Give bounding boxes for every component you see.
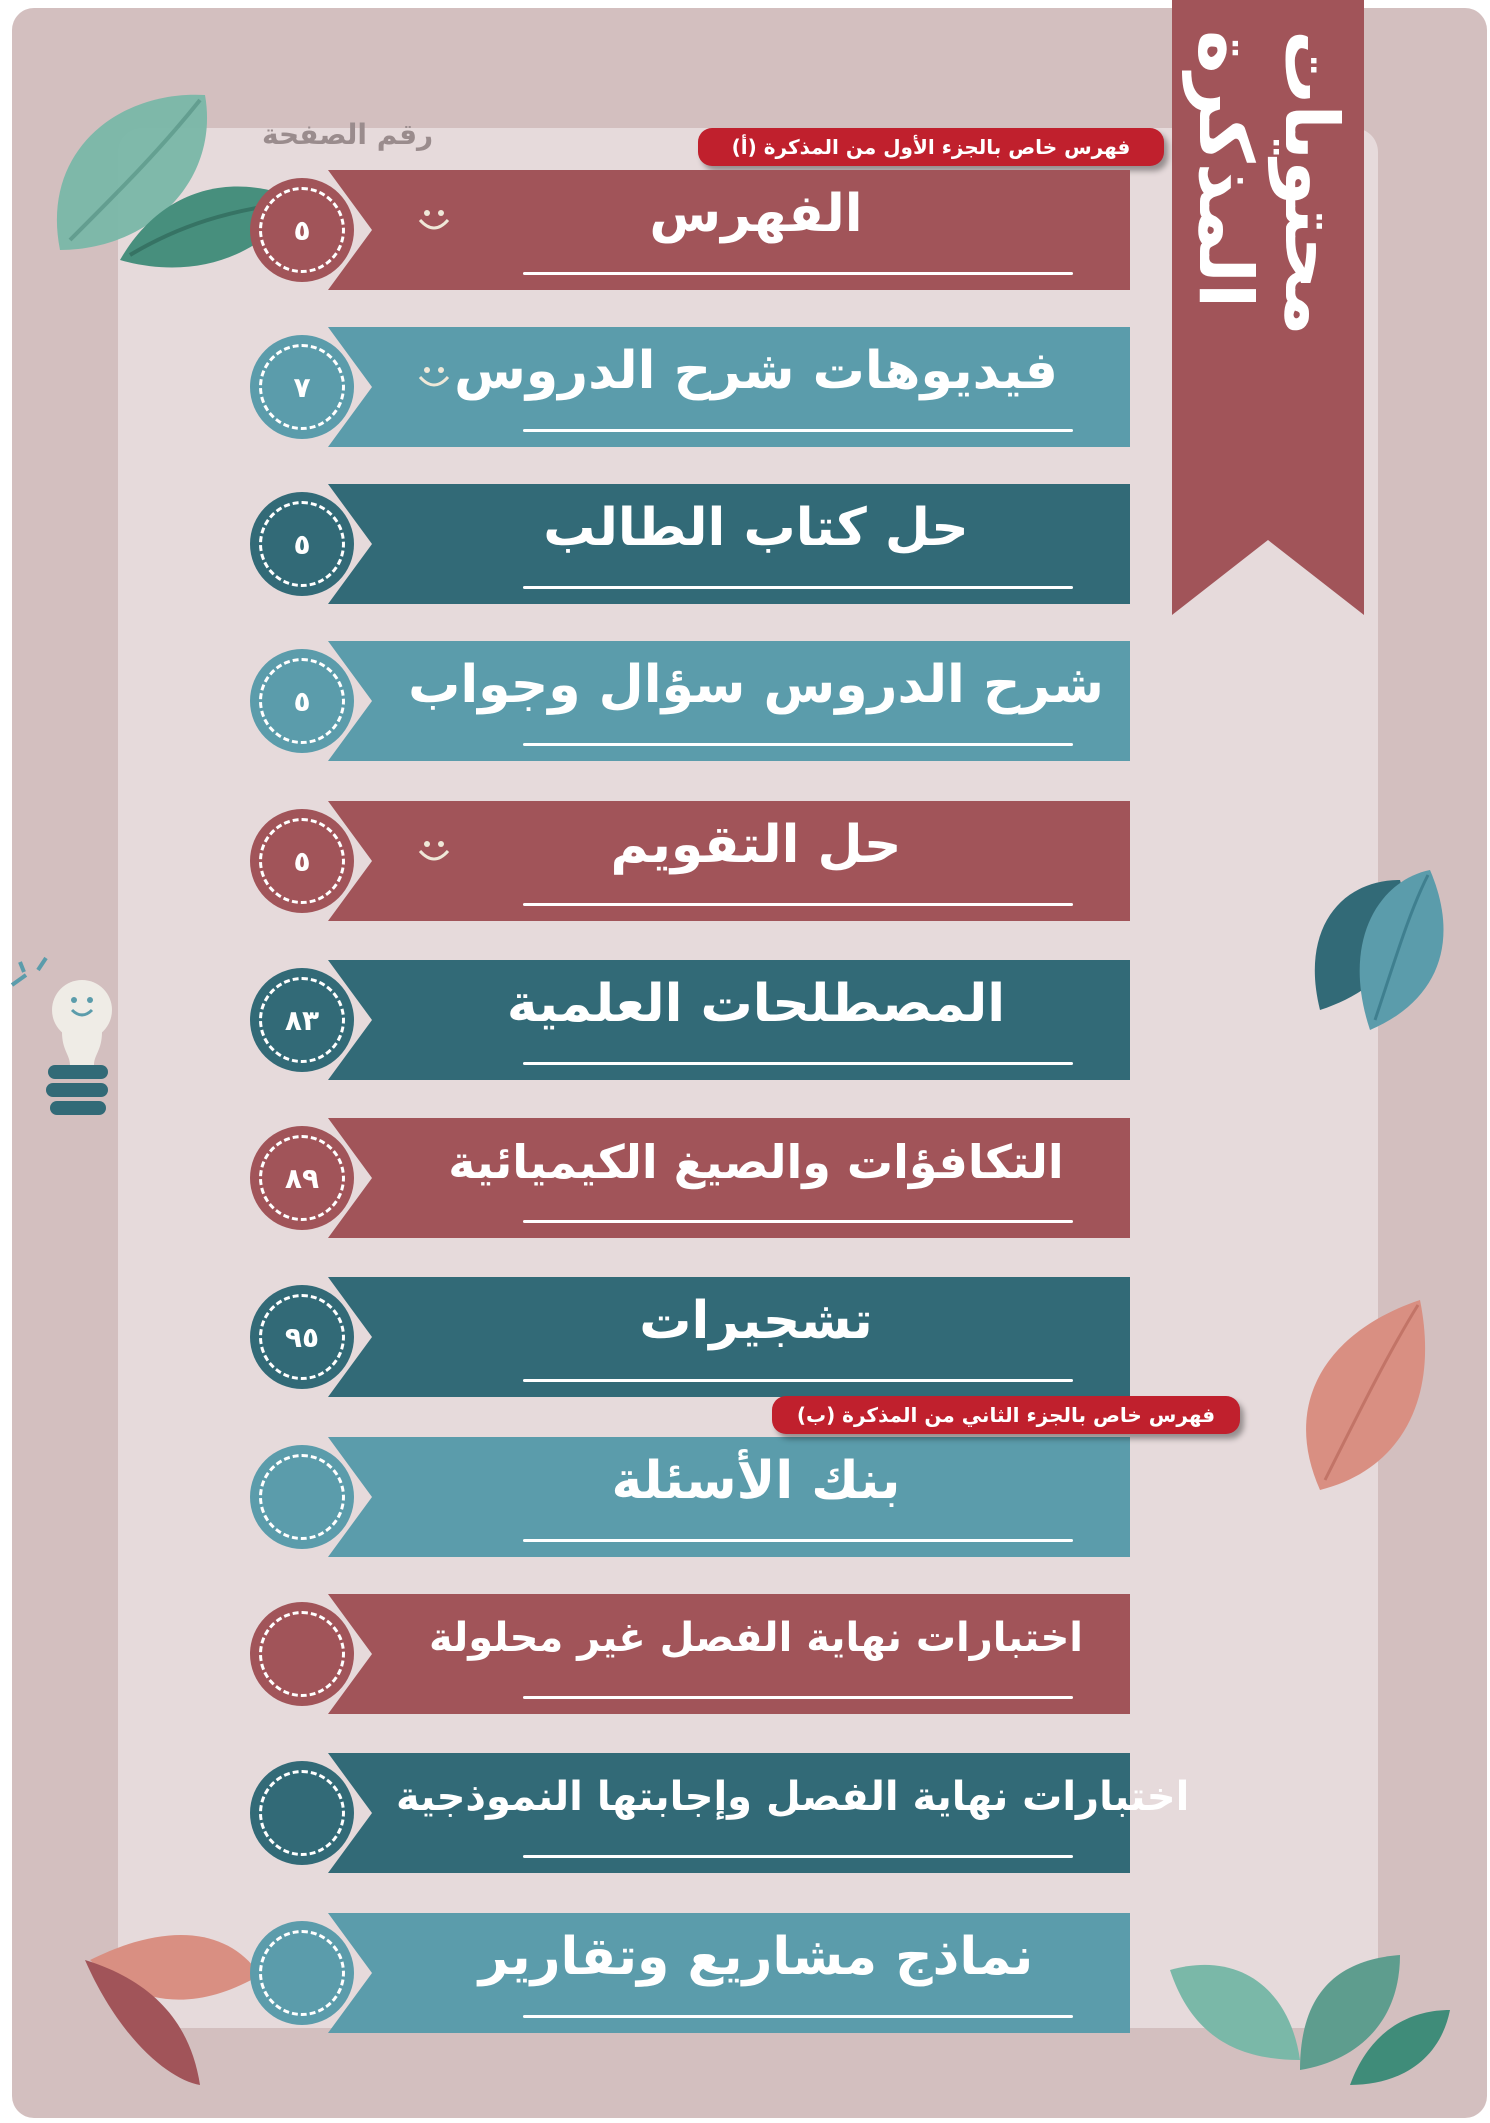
page-title: محتويات المذكرة (1182, 30, 1354, 336)
index-item-underline (523, 1855, 1073, 1858)
index-item[interactable] (250, 801, 1130, 921)
index-item-band (328, 1753, 1190, 1873)
index-item-band (328, 170, 1130, 290)
page-number-badge (250, 1445, 354, 1549)
part-a-tag: فهرس خاص بالجزء الأول من المذكرة (أ) (698, 128, 1164, 166)
index-item-title: نماذج مشاريع وتقارير (478, 1927, 1034, 1987)
index-item[interactable] (250, 1913, 1130, 2033)
index-item-underline (523, 903, 1073, 906)
index-item-band (328, 327, 1130, 447)
index-item-band (328, 1277, 1130, 1397)
page-number-badge (250, 1921, 354, 2025)
index-item-title: المصطلحات العلمية (506, 974, 1006, 1034)
page-number-badge (250, 178, 354, 282)
index-item[interactable] (250, 960, 1130, 1080)
index-item-band (328, 484, 1130, 604)
page-number-badge (250, 968, 354, 1072)
index-item-underline (523, 586, 1073, 589)
index-item-band (328, 960, 1130, 1080)
page-number: ٨٩ (284, 1161, 320, 1195)
index-item[interactable] (250, 484, 1130, 604)
index-item-band (328, 1118, 1130, 1238)
page-number-badge (250, 1285, 354, 1389)
index-item[interactable] (250, 1277, 1130, 1397)
page-number: ٥ (293, 527, 311, 561)
index-item-title: اختبارات نهاية الفصل غير محلولة (428, 1615, 1084, 1661)
index-item-underline (523, 1539, 1073, 1542)
index-item-title: حل كتاب الطالب (543, 498, 969, 558)
index-item-title: الفهرس (649, 184, 863, 244)
dashed-ring (259, 1454, 345, 1540)
page-number-badge (250, 1761, 354, 1865)
index-item-title: فيديوهات شرح الدروس (454, 341, 1058, 401)
smiley-icon (414, 200, 454, 240)
leaf-right-salmon (1306, 1300, 1425, 1490)
index-item-title: شرح الدروس سؤال وجواب (408, 655, 1104, 715)
index-item-band (328, 1594, 1130, 1714)
index-item-underline (523, 272, 1073, 275)
index-item-title: التكافؤات والصيغ الكيميائية (448, 1135, 1064, 1189)
page-number: ٩٥ (284, 1320, 320, 1354)
index-item-underline (523, 1696, 1073, 1699)
index-item-underline (523, 743, 1073, 746)
index-item[interactable] (250, 1594, 1130, 1714)
index-item[interactable] (250, 1437, 1130, 1557)
index-item-title: بنك الأسئلة (611, 1451, 901, 1511)
page-number: ٥ (293, 844, 311, 878)
page-number-badge (250, 649, 354, 753)
page-number-badge (250, 809, 354, 913)
index-item-band (328, 1913, 1130, 2033)
index-item-underline (523, 2015, 1073, 2018)
index-item[interactable] (250, 1753, 1190, 1873)
part-b-tag: فهرس خاص بالجزء الثاني من المذكرة (ب) (772, 1396, 1240, 1434)
leaf-right-teal (1315, 870, 1444, 1030)
index-item-underline (523, 1379, 1073, 1382)
index-item[interactable] (250, 327, 1130, 447)
index-item[interactable] (250, 170, 1130, 290)
dashed-ring (259, 1611, 345, 1697)
dashed-ring (259, 1930, 345, 2016)
index-item-title: حل التقويم (610, 815, 902, 875)
page-number: ٨٣ (284, 1003, 320, 1037)
index-item-title: اختبارات نهاية الفصل وإجابتها النموذجية (396, 1774, 1190, 1820)
index-item[interactable] (250, 1118, 1130, 1238)
index-item-band (328, 801, 1130, 921)
index-item-band (328, 1437, 1130, 1557)
index-item-underline (523, 429, 1073, 432)
index-item-underline (523, 1062, 1073, 1065)
page-number-badge (250, 1126, 354, 1230)
leaf-bottom-right (1170, 1955, 1450, 2085)
index-item[interactable] (250, 641, 1130, 761)
page-number-badge (250, 335, 354, 439)
page-number: ٥ (293, 684, 311, 718)
page-number-badge (250, 1602, 354, 1706)
index-item-band (328, 641, 1130, 761)
leaf-bottom-left (85, 1935, 260, 2085)
page-number-column-label: رقم الصفحة (262, 118, 434, 151)
index-item-underline (523, 1220, 1073, 1223)
page-number: ٥ (293, 213, 311, 247)
index-item-title: تشجيرات (639, 1291, 873, 1351)
smiley-icon (414, 357, 454, 397)
page-number-badge (250, 492, 354, 596)
dashed-ring (259, 1770, 345, 1856)
smiley-icon (414, 831, 454, 871)
page-number: ٧ (293, 370, 311, 404)
lightbulb-icon (12, 958, 112, 1115)
